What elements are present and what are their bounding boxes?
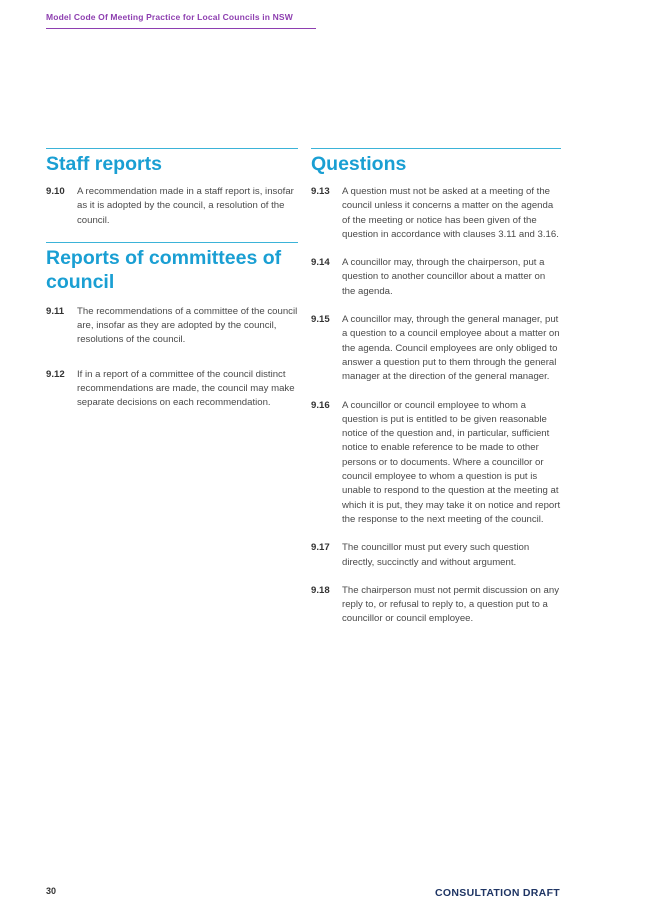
clause-number: 9.15	[311, 314, 330, 326]
section-rule	[311, 148, 561, 149]
clause-9-13	[311, 185, 561, 242]
section-title: Questions	[311, 153, 407, 175]
clause-9-11	[46, 305, 298, 348]
clause-text: The chairperson must not permit discussion on any reply to, or refusal to reply to, a question put to a councillor or council employee.	[342, 584, 560, 625]
page-number: 30	[46, 886, 57, 896]
section-title: Staff reports	[46, 153, 162, 175]
right-column	[311, 148, 561, 641]
clause-text: A councillor may, through the chairperson, put a question to another councillor about a matter on the agenda.	[342, 257, 546, 297]
section-rule	[46, 148, 298, 149]
clause-number: 9.16	[311, 399, 330, 411]
section-title: Reports of committees of council	[46, 246, 282, 293]
clause-text: A councillor or council employee to whom a question is put is entitled to be given reasonable notice of the question and, in particular, sufficient notice to enable reference to be made to other persons or to documents. Where a councillor or council employee to whom a question is put is unable to respond to the question at the meeting at which it is put, they may take it on notice and report the response to the next meeting of the council.	[342, 399, 561, 525]
clause-number: 9.18	[311, 584, 330, 596]
section-questions	[311, 148, 561, 627]
clause-9-18	[311, 584, 561, 627]
section-rule	[46, 242, 298, 243]
clause-text: A recommendation made in a staff report is, insofar as it is adopted by the council, a resolution of the council.	[77, 186, 294, 226]
running-header-title: Model Code Of Meeting Practice for Local Councils in NSW	[46, 12, 293, 22]
left-column	[46, 148, 298, 425]
clause-text: If in a report of a committee of the council distinct recommendations are made, the council may make separate decisions on each recommendation.	[77, 368, 295, 409]
clause-number: 9.13	[311, 186, 330, 197]
consultation-draft-label: CONSULTATION DRAFT	[435, 887, 560, 899]
clause-text: The councillor must put every such question directly, succinctly and without argument.	[342, 542, 530, 568]
clause-number: 9.12	[46, 368, 65, 380]
section-reports-of-committees	[46, 242, 298, 411]
clause-text: A councillor may, through the general manager, put a question to a council employee about a matter on the agenda. Council employees are only obliged to answer a question put to them through the general manager at the direction of the general manager.	[342, 314, 560, 383]
running-header-rule	[46, 28, 316, 29]
clause-9-12	[46, 368, 298, 411]
clause-9-15	[311, 313, 561, 384]
clause-number: 9.17	[311, 542, 330, 554]
clause-9-14	[311, 256, 561, 299]
section-staff-reports	[46, 148, 298, 228]
clause-9-16	[311, 399, 561, 528]
clause-number: 9.14	[311, 257, 330, 269]
clause-text: A question must not be asked at a meeting of the council unless it concerns a matter on the agenda of the meeting or notice has been given of the question in accordance with clauses 3.11 and 3.16.	[342, 186, 559, 240]
clause-9-10	[46, 185, 298, 228]
clause-text: The recommendations of a committee of the council are, insofar as they are adopted by the council, resolutions of the council.	[77, 305, 298, 346]
clause-number: 9.11	[46, 305, 65, 317]
clause-9-17	[311, 541, 561, 570]
clause-number: 9.10	[46, 186, 65, 197]
